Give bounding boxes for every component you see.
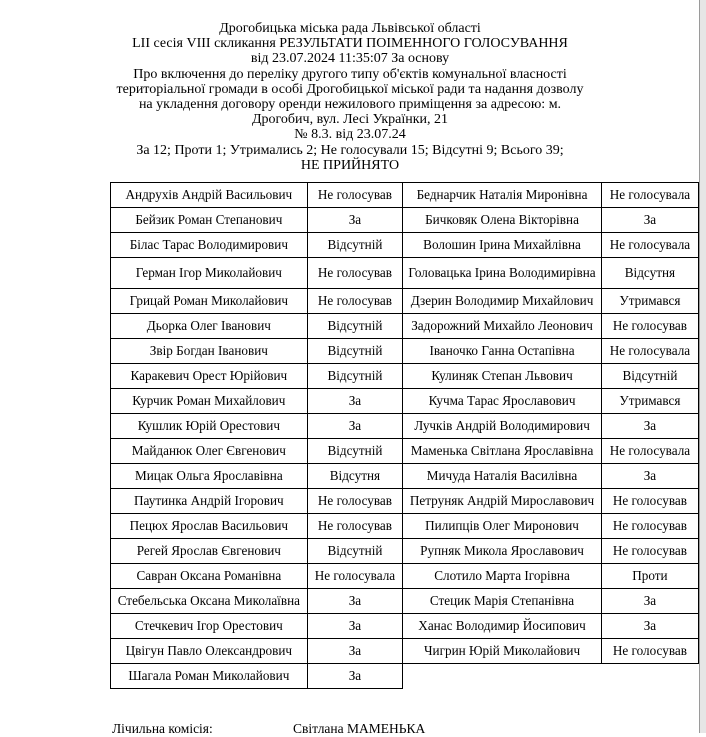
- vote-result: НЕ ПРИЙНЯТО: [300, 157, 400, 173]
- table-row: [111, 514, 699, 539]
- vote-value: За: [307, 614, 403, 639]
- vote-value: Не голосував: [601, 314, 698, 339]
- deputy-name: Лучків Андрій Володимирович: [403, 414, 602, 439]
- deputy-name: Мичуда Наталія Василівна: [403, 464, 602, 489]
- deputy-name: Мицак Ольга Ярославівна: [111, 464, 308, 489]
- vote-value: За: [601, 614, 698, 639]
- vote-table: [110, 182, 699, 689]
- deputy-name: Герман Ігор Миколайович: [111, 258, 308, 289]
- deputy-name: Звір Богдан Іванович: [111, 339, 308, 364]
- deputy-name: Андрухів Андрій Васильович: [111, 183, 308, 208]
- table-row: [111, 314, 699, 339]
- page-edge: [699, 0, 706, 733]
- deputy-name: Бичковяк Олена Вікторівна: [403, 208, 602, 233]
- vote-value: Не голосував: [601, 489, 698, 514]
- deputy-name: Шагала Роман Миколайович: [111, 664, 308, 689]
- table-row: [111, 664, 699, 689]
- resolution-line-2: територіальної громади в особі Дрогобицької міської ради та надання дозволу: [116, 81, 584, 97]
- vote-value: За: [601, 464, 698, 489]
- vote-value: Не голосував: [307, 289, 403, 314]
- table-row: [111, 539, 699, 564]
- vote-value: Не голосувала: [601, 439, 698, 464]
- deputy-name: Білас Тарас Володимирович: [111, 233, 308, 258]
- council-name: Дрогобицька міська рада Львівської області: [219, 21, 481, 36]
- table-row: [111, 589, 699, 614]
- deputy-name: Кушлик Юрій Орестович: [111, 414, 308, 439]
- vote-value: Не голосував: [307, 489, 403, 514]
- deputy-name: Каракевич Орест Юрійович: [111, 364, 308, 389]
- vote-value: Відсутній: [307, 539, 403, 564]
- vote-value: Відсутній: [307, 364, 403, 389]
- vote-value: За: [601, 208, 698, 233]
- resolution-line-3: на укладення договору оренди нежилового приміщення за адресою: м.: [138, 97, 562, 113]
- deputy-name: Волошин Ірина Михайлівна: [403, 233, 602, 258]
- table-row: [111, 258, 699, 289]
- vote-value: Не голосував: [601, 514, 698, 539]
- vote-value: Не голосував: [307, 183, 403, 208]
- vote-value: Не голосувала: [307, 564, 403, 589]
- table-row: [111, 464, 699, 489]
- deputy-name: Стецик Марія Степанівна: [403, 589, 602, 614]
- empty-cell: [403, 664, 699, 689]
- vote-value: Не голосувала: [601, 183, 698, 208]
- deputy-name: Майданюк Олег Євгенович: [111, 439, 308, 464]
- deputy-name: Слотило Марта Ігорівна: [403, 564, 602, 589]
- document-header: [60, 21, 640, 173]
- deputy-name: Кулиняк Степан Львович: [403, 364, 602, 389]
- deputy-name: Стечкевич Ігор Орестович: [111, 614, 308, 639]
- table-row: [111, 208, 699, 233]
- table-row: [111, 639, 699, 664]
- vote-value: Не голосував: [601, 539, 698, 564]
- vote-value: Не голосував: [307, 514, 403, 539]
- deputy-name: Регей Ярослав Євгенович: [111, 539, 308, 564]
- deputy-name: Рупняк Микола Ярославович: [403, 539, 602, 564]
- vote-value: Не голосував: [307, 258, 403, 289]
- session-title: LII сесія VIII скликання РЕЗУЛЬТАТИ ПОІМЕННОГО ГОЛОСУВАННЯ: [132, 36, 568, 52]
- deputy-name: Петруняк Андрій Мирославович: [403, 489, 602, 514]
- resolution-line-4: Дрогобич, вул. Лесі Українки, 21: [251, 112, 449, 128]
- table-row: [111, 489, 699, 514]
- deputy-name: Пилипців Олег Миронович: [403, 514, 602, 539]
- vote-value: Утримався: [601, 289, 698, 314]
- deputy-name: Кучма Тарас Ярославович: [403, 389, 602, 414]
- table-row: [111, 183, 699, 208]
- table-row: [111, 289, 699, 314]
- deputy-name: Беднарчик Наталія Миронівна: [403, 183, 602, 208]
- vote-value: Відсутній: [307, 339, 403, 364]
- deputy-name: Пецюх Ярослав Васильович: [111, 514, 308, 539]
- vote-value: Не голосувала: [601, 339, 698, 364]
- agenda-number: № 8.3. від 23.07.24: [294, 127, 406, 143]
- vote-value: Відсутній: [307, 233, 403, 258]
- vote-value: За: [601, 414, 698, 439]
- deputy-name: Маменька Світлана Ярославівна: [403, 439, 602, 464]
- vote-value: Утримався: [601, 389, 698, 414]
- deputy-name: Дзерин Володимир Михайлович: [403, 289, 602, 314]
- vote-value: Відсутній: [307, 439, 403, 464]
- deputy-name: Ханас Володимир Йосипович: [403, 614, 602, 639]
- deputy-name: Стебельська Оксана Миколаївна: [111, 589, 308, 614]
- deputy-name: Курчик Роман Михайлович: [111, 389, 308, 414]
- table-row: [111, 339, 699, 364]
- deputy-name: Іваночко Ганна Остапівна: [403, 339, 602, 364]
- vote-summary: За 12; Проти 1; Утримались 2; Не голосували 15; Відсутні 9; Всього 39;: [136, 142, 564, 158]
- deputy-name: Грицай Роман Миколайович: [111, 289, 308, 314]
- deputy-name: Савран Оксана Романівна: [111, 564, 308, 589]
- vote-value: Відсутній: [601, 364, 698, 389]
- deputy-name: Бейзик Роман Степанович: [111, 208, 308, 233]
- vote-value: Не голосував: [601, 639, 698, 664]
- vote-value: За: [307, 208, 403, 233]
- table-row: [111, 439, 699, 464]
- deputy-name: Задорожний Михайло Леонович: [403, 314, 602, 339]
- deputy-name: Цвігун Павло Олександрович: [111, 639, 308, 664]
- vote-value: За: [307, 389, 403, 414]
- commission-signatory: Світлана МАМЕНЬКА: [293, 721, 426, 736]
- table-row: [111, 614, 699, 639]
- resolution-line-1: Про включення до переліку другого типу об'єктів комунальної власності: [133, 66, 567, 82]
- deputy-name: Головацька Ірина Володимирівна: [403, 258, 602, 289]
- vote-value: Відсутня: [601, 258, 698, 289]
- vote-value: За: [601, 589, 698, 614]
- deputy-name: Паутинка Андрій Ігорович: [111, 489, 308, 514]
- table-row: [111, 414, 699, 439]
- deputy-name: Дьорка Олег Іванович: [111, 314, 308, 339]
- vote-value: Не голосувала: [601, 233, 698, 258]
- vote-value: Відсутня: [307, 464, 403, 489]
- vote-datetime: від 23.07.2024 11:35:07 За основу: [250, 51, 450, 67]
- commission-label: Лічильна комісія:: [112, 721, 213, 736]
- vote-value: За: [307, 589, 403, 614]
- vote-value: За: [307, 639, 403, 664]
- table-row: [111, 364, 699, 389]
- vote-value: За: [307, 414, 403, 439]
- vote-value: Відсутній: [307, 314, 403, 339]
- deputy-name: Чигрин Юрій Миколайович: [403, 639, 602, 664]
- table-row: [111, 564, 699, 589]
- vote-value: За: [307, 664, 403, 689]
- vote-value: Проти: [601, 564, 698, 589]
- table-row: [111, 389, 699, 414]
- table-row: [111, 233, 699, 258]
